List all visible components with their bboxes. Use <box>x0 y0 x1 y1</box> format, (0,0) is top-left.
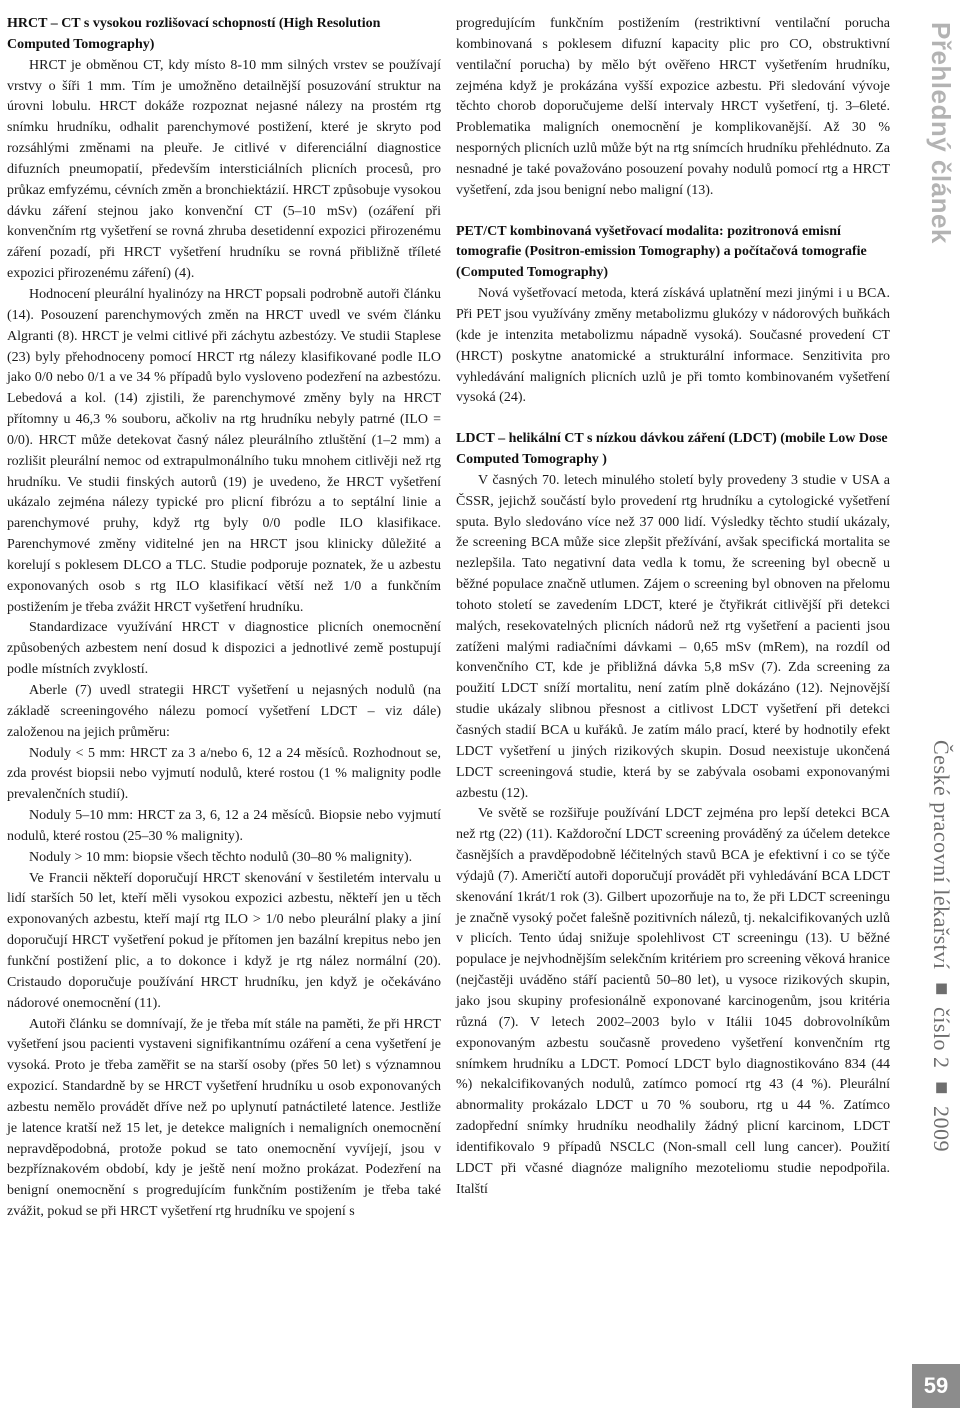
paragraph: Hodnocení pleurální hyalinózy na HRCT popsali podrobně autoři článku (14). Posouzení parenchymových změn na HRCT uvedl ve svém článku Algranti (8). HRCT je velmi citlivé při záchytu azbestózy. Ve studii Staplese (23) byly přehodnoceny pomocí HRCT rtg nálezy klasifikované podle ILO jako 0/0 nebo 0/1 a ve 34 % případů bylo vysloveno podezření na azbestózu. Lebedová a kol. (14) zjistili, že parenchymové změny byly na HRCT přítomny u 46,3 % souboru, ačkoliv na rtg hrudníku nebyly patrné (ILO = 0/0). HRCT může detekovat časný nález pleurálního ztluštění (1–2 mm) a rozlišit pleurální nemoc od extrapulmonálního tuku mnohem citlivěji než rtg hrudníku. Ve studii finských autorů (19) je uvedeno, že HRCT vyšetření ukázalo zejména nálezy typické pro plicní fibrózu a to septální linie a parenchymové pruhy, když rtg byly 0/0 podle ILO klasifikace. Parenchymové změny viditelné jen na HRCT jsou klinicky důležité a korelují s poklesem DLCO a TLC. Studie podporuje poznatek, že u azbestu exponovaných osob s rtg ILO klasifikací větší než 1/0 a funkčním postižením je třeba zvážit HRCT vyšetření hrudníku. <box>7 286 441 615</box>
paragraph: Standardizace využívání HRCT v diagnostice plicních onemocnění způsobených azbestem není dosud k dispozici a jednotlivé země postupují podle místních zvyklostí. <box>7 620 441 678</box>
paragraph: Aberle (7) uvedl strategii HRCT vyšetření u nejasných nodulů (na základě screeningového nálezu pomocí vyšetření LDCT – viz dále) založenou na jejich průměru: <box>7 683 441 740</box>
paragraph: Ve Francii někteří doporučují HRCT skenování v šestiletém intervalu u lidí starších 50 let, kteří měli vysokou expozici azbestu, někteří jen u těch exponovaných azbestu, kteří mají rtg ILO > 1/0 nebo pleurální plaky a jiní doporučují HRCT vyšetření pokud je přítomen jen bazální krepitus nebo jen funkční postižení plic, a to dokonce i když je rtg nález normální (20). Cristaudo doporučuje používání HRCT hrudníku, jen když je očekáváno nádorové onemocnění (11). <box>7 870 441 1011</box>
journal-title: České pracovní lékařství ■ číslo 2 ■ 2009 <box>929 740 954 1153</box>
page-number: 59 <box>912 1364 960 1408</box>
paragraph: Nová vyšetřovací metoda, která získává uplatnění mezi jinými i u BCA. Při PET jsou využívány změny metabolizmu glukózy v nádorových buňkách (kde je intenzita metabolizmu nápadně vysoká). Současné provedení CT (HRCT) poskytne anatomické a strukturální informace. Senzitivita pro vyhledávání maligních plicních uzlů je při tomto kombinovaném vyšetření vysoká (24). <box>456 286 890 406</box>
paragraph: Noduly 5–10 mm: HRCT za 3, 6, 12 a 24 měsíců. Biopsie nebo vyjmutí nodulů, které rostou (25–30 % malignity). <box>7 808 441 844</box>
paragraph: Noduly < 5 mm: HRCT za 3 a/nebo 6, 12 a 24 měsíců. Rozhodnout se, zda provést biopsii nebo vyjmutí nodulů, které rostou (1 % malignity podle prevalenčních studií). <box>7 745 441 803</box>
hrct-heading: HRCT – CT s vysokou rozlišovací schopností (High Resolution Computed Tomography) <box>7 16 381 52</box>
paragraph: progredujícím funkčním postižením (restriktivní ventilační porucha kombinovaná s poklesem difuzní kapacity plic pro CO, obstruktivní ventilační porucha) by mělo být ověřeno HRCT vyšetřením hrudníku, zejména když je prokázána vyšší expozice azbestu. Při sledování vývoje těchto chorob doporučujeme delší intervaly HRCT vyšetření, tj. 3–6leté. Problematika maligních onemocnění je komplikovanější. Až 30 % nesporných plicních uzlů může být na rtg snímcích hrudníku přehlédnuto. Za nesnadné je také považováno posouzení povahy nodulů pomocí rtg a HRCT vyšetření, zda jsou benigní nebo maligní (13). <box>456 16 890 198</box>
ldct-heading: LDCT – helikální CT s nízkou dávkou záření (LDCT) (mobile Low Dose Computed Tomography ) <box>456 431 888 468</box>
paragraph: V časných 70. letech minulého století byly provedeny 3 studie v USA a ČSSR, jejichž součástí bylo provedení rtg hrudníku a cytologické vyšetření sputa. Bylo sledováno více než 37 000 lidí. Výsledky těchto studií ukázaly, že screening BCA může sice zlepšit přežívání, avšak specifická mortalita se nezlepšila. Tato negativní data vedla k tomu, že screening byl obecně u běžné populace značně utlumen. Zájem o screening byl obnoven na přelomu tohoto století se zavedením LDCT, které je čtyřikrát citlivější při detekci malých, resekovatelných plicních nádorů než rtg vyšetření a pacienti jsou zatíženi malými radiačními dávkami – 0,65 mSv (mRem), na rozdíl od konvenčního CT, kde je přibližná dávka 5,8 mSv (7). Zda screening za použití LDCT sníží mortalitu, není zatím plně dokázáno (12). Nejnovější studie ukázaly slibnou přesnost a citlivost LDCT vyšetření při detekci časných stadií BCA u kuřáků. Je zatím málo prací, které by hodnotily efekt LDCT vyšetření u jiných rizikových skupin. Dosud neexistuje ukončená LDCT screeningová studie, která by se zabývala osobami exponovanými azbestu (12). <box>456 472 890 801</box>
paragraph: Ve světě se rozšiřuje používání LDCT zejména pro lepší detekci BCA než rtg (22) (11). Každoroční LDCT screening prováděný za účelem detekce časnějších a pravděpodobně léčitelných stavů BCA je efektivní i co se týče výdajů (7). Američtí autoři doporučují provádět při vyhledávání BCA LDCT skenování 1krát/1 rok (3). Gilbert upozorňuje na to, že při LDCT screeningu je značně vysoký počet falešně pozitivních nálezů, tj. nekalcifikovaných uzlů v plicích. Tento údaj snižuje spolehlivost CT screeningu (13). U běžné populace je nejvhodnějším selekčním kritériem pro screening věková hranice (nejčastěji uváděno stáří pacientů 50–80 let), u vysoce rizikových skupin, jako jsou skupiny profesionálně exponované karcinogenům, jsou kritéria různá (7). V letech 2002–2003 bylo v Itálii 1045 dobrovolníkům exponovaným azbestu současně provedeno vyšetření konvenčním rtg snímkem hrudníku a LDCT. Pomocí LDCT bylo diagnostikováno 834 (44 %) nekalcifikovaných nodulů, zatímco pomocí rtg 43 (4 %). Pleurální abnormality prokázalo LDCT u 70 % souboru, rtg u 44 %. Zatímco zadopřední snímky hrudníku neodhalily žádný plicní karcinom, LDCT identifikovalo 9 případů NSCLC (Non-small cell lung cancer). Použití LDCT při včasné diagnóze maligního mezoteliomu studie nepodpořila. Italští <box>456 806 890 1197</box>
paragraph: HRCT je obměnou CT, kdy místo 8-10 mm silných vrstev se používají vrstvy o šíři 1 mm. Tím je umožněno detailnější posuzování struktur na úrovni lobulu. HRCT dokáže rozpoznat nejasné nálezy na prostém rtg snímku hrudníku, odhalit parenchymové postižení, které je skryto pod rozsáhlými změnami na pleuře. Je citlivé v diferenciální diagnostice difuzních pneumopatií, především intersticiálních plicních procesů, pro průkaz emfyzému, cévních změn a bronchiektázií. HRCT způsobuje vysokou dávku záření stejnou jako konvenční CT (5–10 mSv) (ozáření při konvenčním rtg vyšetření se rovná zhruba desetidenní expozici přirozenému záření pozadí, při HRCT vyšetření hrudníku se rovná přibližně tříleté expozici přirozenému záření) (4). <box>7 57 441 282</box>
paragraph: Autoři článku se domnívají, že je třeba mít stále na paměti, že při HRCT vyšetření jsou pacienti vystaveni signifikantnímu ozáření a cena vyšetření je vysoká. Proto je třeba zaměřit se na starší osoby (přes 50 let) s významnou expozicí. Standardně by se HRCT vyšetření hrudníku u osob exponovaných azbestu nemělo provádět dříve než po uplynutí patnáctileté latence. Jestliže je latence kratší než 15 let, je detekce maligních i nemaligních onemocnění nepravděpodobná, protože pokud se tato onemocnění vyvíjejí, jsou v bezpříznakovém období, kdy je ještě není možno prokázat. Podezření na benigní onemocnění s progredujícím funkčním postižením je třeba také zvážit, pokud se při HRCT vyšetření rtg hrudníku ve spojení s <box>7 1016 441 1220</box>
pet-ct-heading: PET/CT kombinovaná vyšetřovací modalita: pozitronová emisní tomografie (Positron-emission Tomography) a počítačová tomografie (Computed Tomography) <box>456 223 867 281</box>
paragraph: Noduly > 10 mm: biopsie všech těchto nodulů (30–80 % malignity). <box>29 849 413 865</box>
right-column <box>456 14 890 1200</box>
section-title: Přehledný článek <box>926 22 956 244</box>
left-column <box>7 14 441 1223</box>
